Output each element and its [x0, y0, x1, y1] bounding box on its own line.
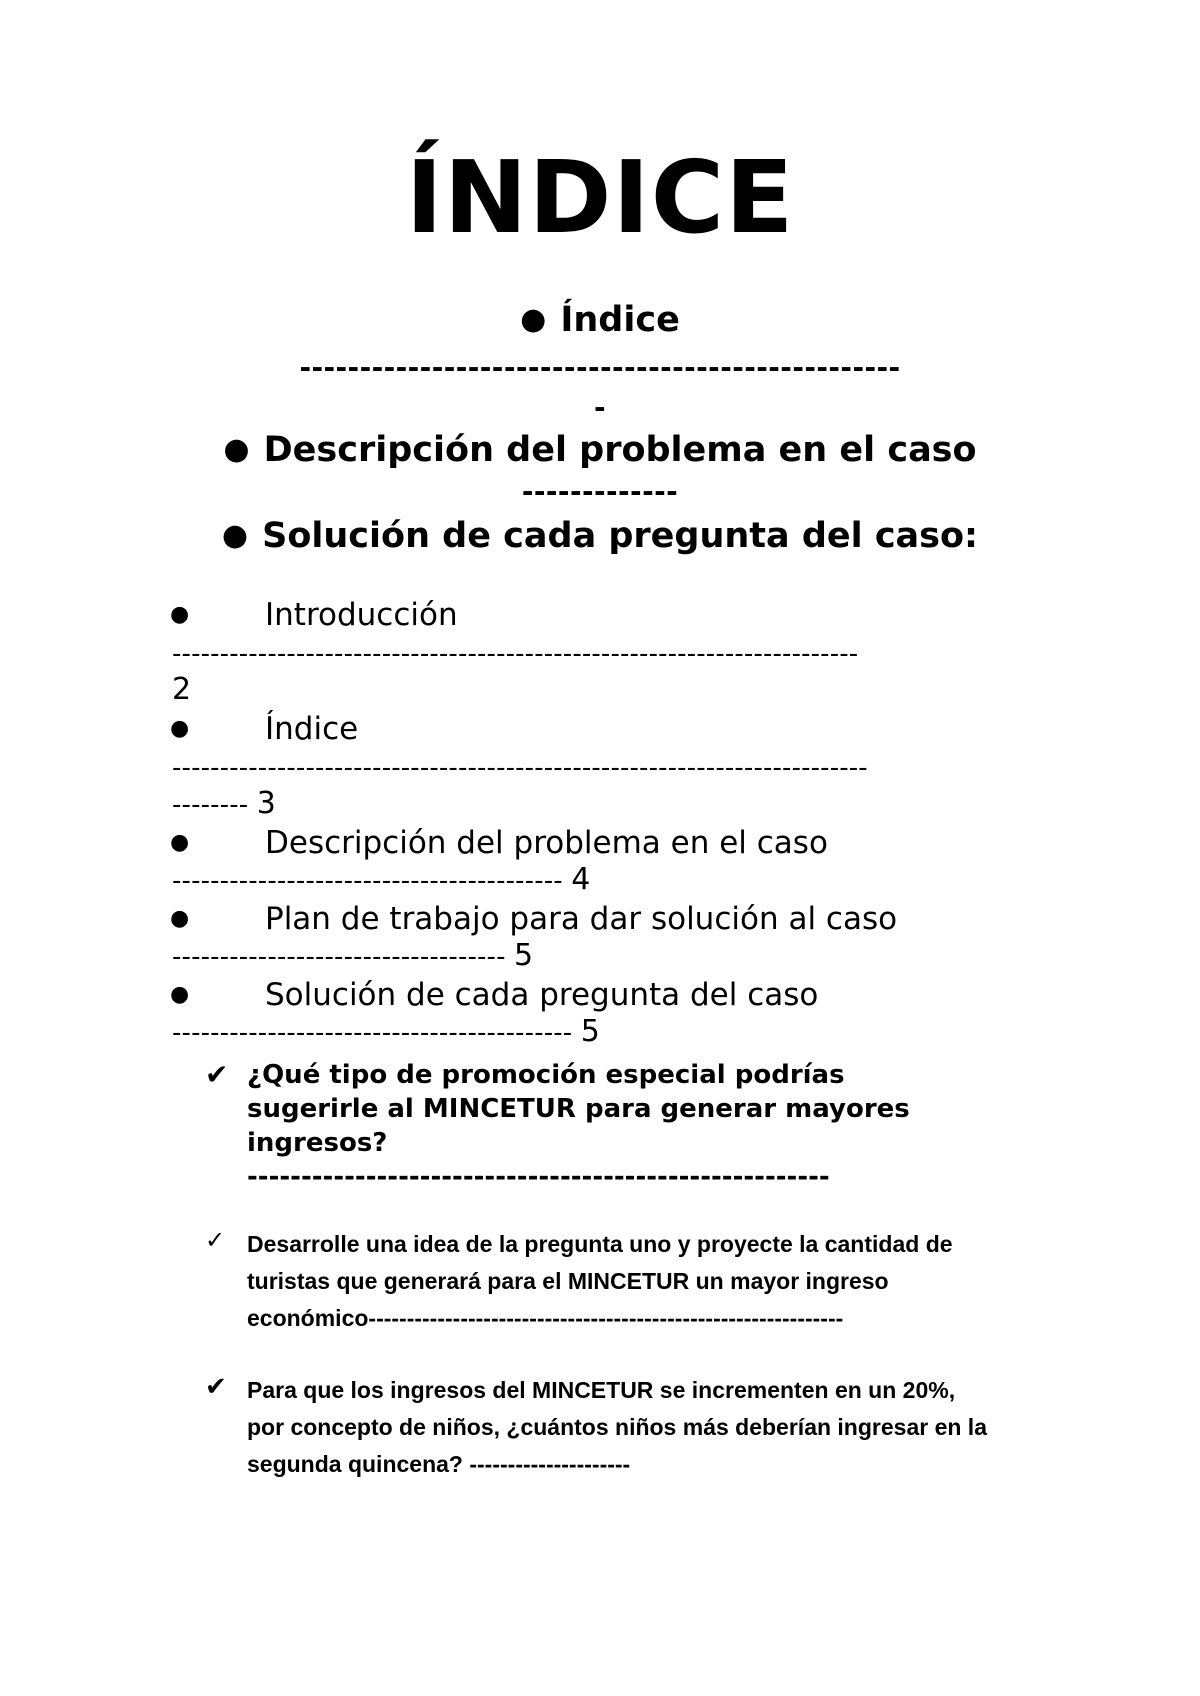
question-line: ¿Qué tipo de promoción especial podrías	[247, 1060, 845, 1090]
summary-dash-line: -	[593, 391, 607, 424]
question-line: ingresos?	[247, 1128, 388, 1158]
bullet-icon: ●	[170, 602, 190, 627]
toc-dash-line: ----------------------------------- 5	[172, 938, 534, 973]
bullet-icon: ●	[520, 302, 547, 337]
toc-dash-line: ------------------------------------------------------------------------	[172, 639, 859, 669]
summary-item-label: Descripción del problema en el caso	[263, 430, 977, 470]
bullet-icon: ●	[170, 982, 190, 1007]
bullet-icon: ●	[221, 518, 249, 553]
toc-dash-line: ------------------------------------------ 5	[172, 1014, 601, 1049]
summary-item-descripcion	[0, 428, 1200, 472]
question-line: por concepto de niños, ¿cuántos niños más deberían ingresar en la	[247, 1414, 987, 1440]
bullet-icon: ●	[223, 432, 250, 467]
toc-page-number: 4	[571, 862, 591, 897]
toc-item-label: Solución de cada pregunta del caso	[265, 977, 819, 1013]
check-icon: ✔	[205, 1372, 227, 1402]
question-line: Desarrolle una idea de la pregunta uno y proyecte la cantidad de	[247, 1231, 953, 1257]
summary-item-label: Índice	[560, 300, 680, 340]
bullet-icon: ●	[170, 830, 190, 855]
question-line: turistas que generará para el MINCETUR un mayor ingreso	[247, 1268, 889, 1294]
summary-item-label: Solución de cada pregunta del caso:	[262, 516, 979, 556]
summary-item-solucion	[0, 514, 1200, 558]
toc-page-number: 5	[514, 938, 534, 973]
page-title: ÍNDICE	[405, 139, 795, 256]
question-line: segunda quincena? ---------------------	[247, 1451, 631, 1477]
toc-page-number: 2	[172, 672, 192, 707]
toc-dash-line: ----------------------------------------- 4	[172, 862, 591, 897]
toc-dash-line: -------- 3	[172, 786, 276, 821]
question-line: sugerirle al MINCETUR para generar mayores	[247, 1094, 910, 1124]
check-icon: ✓	[205, 1226, 226, 1254]
toc-page-number: 3	[256, 786, 276, 821]
toc-item-label: Plan de trabajo para dar solución al caso	[265, 901, 898, 937]
question-line: económico--------------------------------------------------------------	[247, 1305, 844, 1331]
summary-dash-line: -------------	[521, 475, 679, 508]
toc-item-label: Descripción del problema en el caso	[265, 825, 828, 861]
question-dash-line: ------------------------------------------------------	[247, 1162, 830, 1192]
toc-item-label: Introducción	[265, 597, 458, 633]
bullet-icon: ●	[170, 906, 190, 931]
toc-page-number: 5	[580, 1014, 601, 1049]
summary-dash-line: --------------------------------------------------	[299, 351, 901, 384]
question-line: Para que los ingresos del MINCETUR se incrementen en un 20%,	[247, 1377, 956, 1403]
bullet-icon: ●	[170, 716, 190, 741]
toc-dash-line: -------------------------------------------------------------------------	[172, 753, 868, 783]
toc-item-label: Índice	[265, 711, 359, 747]
check-icon: ✔	[205, 1058, 229, 1091]
summary-item-indice	[0, 298, 1200, 342]
